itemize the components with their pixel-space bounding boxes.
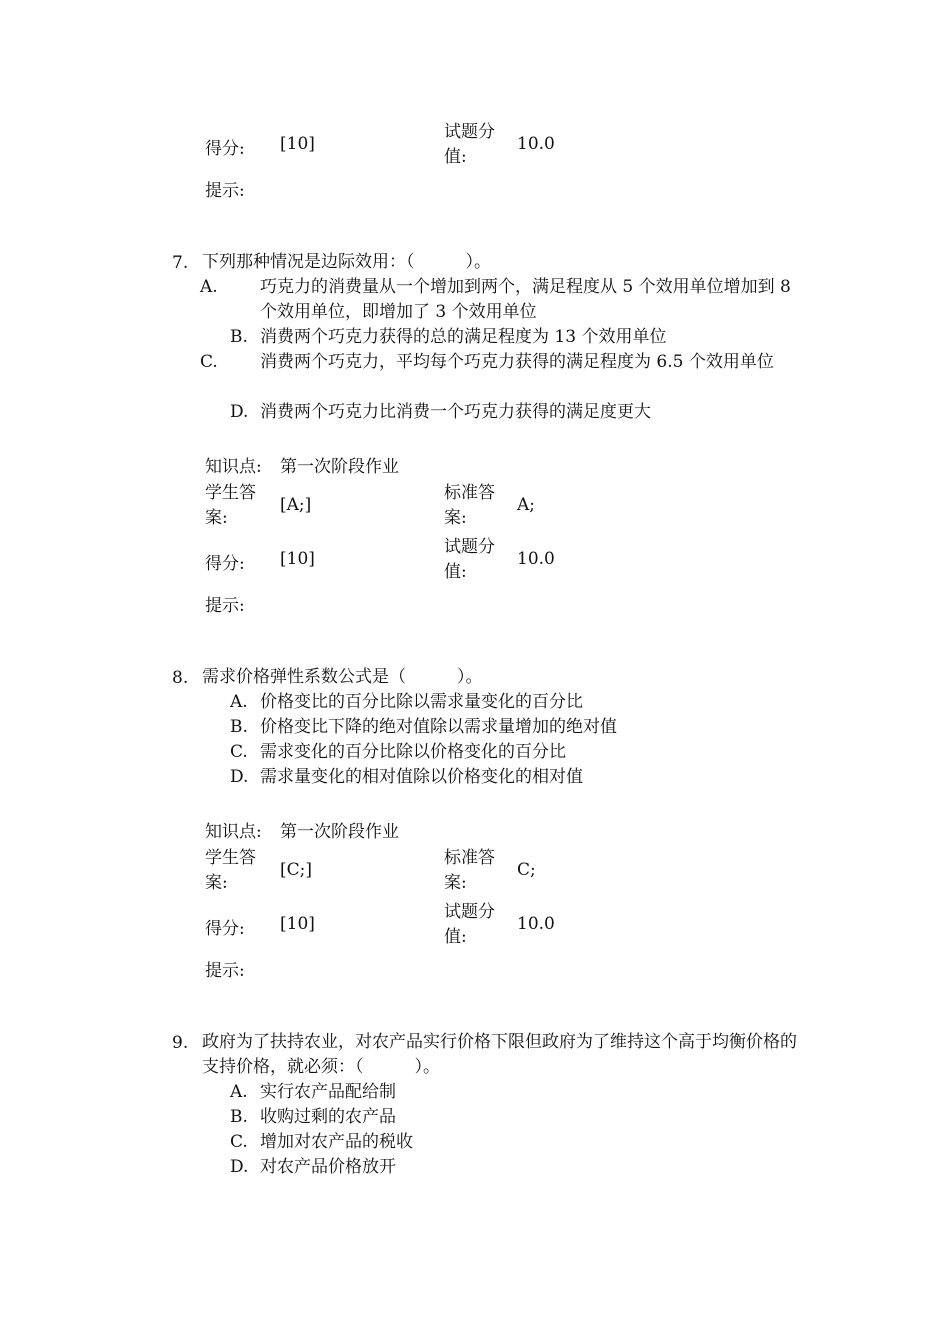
standard-answer-value: C; <box>517 860 536 880</box>
option-text: 需求变化的百分比除以价格变化的百分比 <box>260 742 566 762</box>
option-a <box>200 275 810 325</box>
points-value: 10.0 <box>517 549 555 569</box>
knowledge-value: 第一次阶段作业 <box>280 457 399 477</box>
student-answer-value: [A;] <box>280 495 312 515</box>
option-text: 消费两个巧克力，平均每个巧克力获得的满足程度为 6.5 个效用单位 <box>260 352 774 372</box>
option-letter: D. <box>230 402 249 422</box>
knowledge-value: 第一次阶段作业 <box>280 822 399 842</box>
question-number: 7. <box>172 253 189 273</box>
option-c <box>230 1130 810 1155</box>
standard-answer-value: A; <box>517 495 536 515</box>
standard-answer-label: 标准答案: <box>444 848 495 893</box>
option-letter: C. <box>200 352 218 372</box>
hint-label: 提示: <box>205 961 245 981</box>
option-a <box>230 1080 810 1105</box>
option-text: 增加对农产品的税收 <box>260 1132 413 1152</box>
hint-label: 提示: <box>205 596 245 616</box>
option-letter: A. <box>230 692 248 712</box>
option-letter: B. <box>230 717 248 737</box>
option-text: 实行农产品配给制 <box>260 1082 396 1102</box>
standard-answer-label: 标准答案: <box>444 483 495 528</box>
option-letter: C. <box>230 742 248 762</box>
option-text: 需求量变化的相对值除以价格变化的相对值 <box>260 767 583 787</box>
score-value: [10] <box>280 549 315 569</box>
points-value: 10.0 <box>517 914 555 934</box>
option-text: 收购过剩的农产品 <box>260 1107 396 1127</box>
points-label: 试题分值: <box>444 902 495 947</box>
question-stem: 下列那种情况是边际效用：（ ）。 <box>202 252 491 272</box>
option-d <box>230 400 810 425</box>
question-number: 8. <box>172 668 189 688</box>
option-text: 对农产品价格放开 <box>260 1157 396 1177</box>
hint-label: 提示: <box>205 181 245 201</box>
option-d <box>230 1155 810 1180</box>
question-number: 9. <box>172 1033 189 1053</box>
option-a <box>230 690 810 715</box>
option-c <box>200 350 810 375</box>
question-stem: 需求价格弹性系数公式是（ ）。 <box>202 667 483 687</box>
points-label: 试题分值: <box>444 122 495 167</box>
option-letter: B. <box>230 1107 248 1127</box>
option-b <box>230 325 810 350</box>
score-label: 得分: <box>205 139 245 159</box>
option-text: 价格变比的百分比除以需求量变化的百分比 <box>260 692 583 712</box>
option-text: 价格变比下降的绝对值除以需求量增加的绝对值 <box>260 717 617 737</box>
question-stem: 政府为了扶持农业，对农产品实行价格下限但政府为了维持这个高于均衡价格的支持价格，就必须：（ ）。 <box>202 1032 797 1077</box>
option-letter: D. <box>230 767 249 787</box>
option-b <box>230 715 810 740</box>
knowledge-label: 知识点: <box>205 822 262 842</box>
points-value: 10.0 <box>517 134 555 154</box>
score-value: [10] <box>280 914 315 934</box>
option-letter: C. <box>230 1132 248 1152</box>
option-text: 消费两个巧克力比消费一个巧克力获得的满足度更大 <box>260 402 651 422</box>
option-d <box>230 765 810 790</box>
option-letter: B. <box>230 327 248 347</box>
score-label: 得分: <box>205 554 245 574</box>
option-letter: A. <box>200 277 218 297</box>
student-answer-value: [C;] <box>280 860 312 880</box>
option-letter: A. <box>230 1082 248 1102</box>
option-text: 消费两个巧克力获得的总的满足程度为 13 个效用单位 <box>260 327 667 347</box>
student-answer-label: 学生答案: <box>205 848 256 893</box>
knowledge-label: 知识点: <box>205 457 262 477</box>
score-label: 得分: <box>205 919 245 939</box>
option-letter: D. <box>230 1157 249 1177</box>
points-label: 试题分值: <box>444 537 495 582</box>
student-answer-label: 学生答案: <box>205 483 256 528</box>
option-text: 巧克力的消费量从一个增加到两个，满足程度从 5 个效用单位增加到 8 个效用单位，即增加了 3 个效用单位 <box>260 277 791 322</box>
score-value: [10] <box>280 134 315 154</box>
option-b <box>230 1105 810 1130</box>
option-c <box>230 740 810 765</box>
